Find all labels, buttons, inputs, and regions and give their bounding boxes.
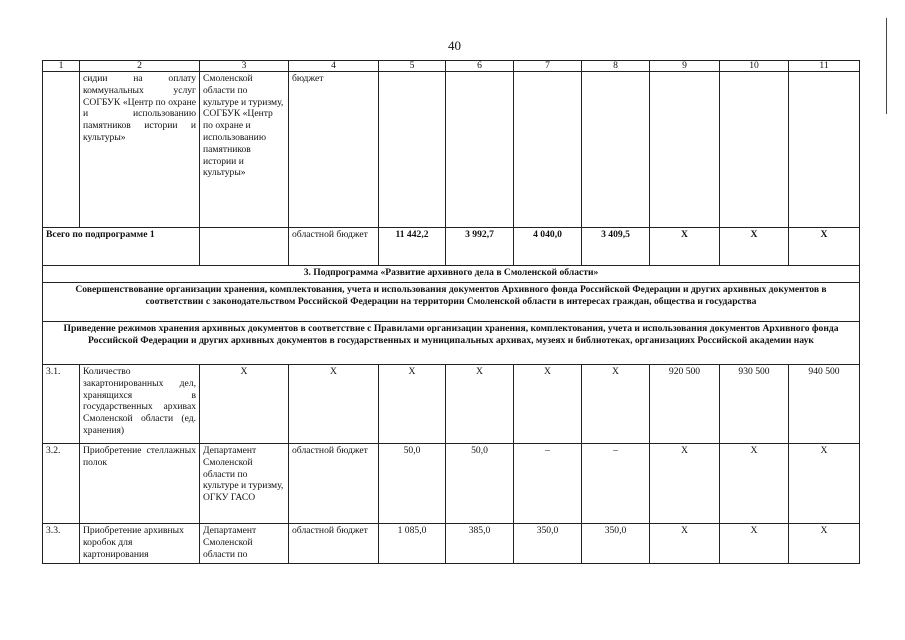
cell-value: 350,0 <box>514 524 582 564</box>
page-number: 40 <box>448 38 461 53</box>
cell-num: 3.1. <box>43 365 80 444</box>
cell-value <box>582 72 650 228</box>
cell-num: 3.2. <box>43 444 80 524</box>
cell-value: Х <box>650 524 720 564</box>
cell-value: Х <box>446 365 514 444</box>
col-num: 4 <box>289 61 379 72</box>
cell-value: 3 409,5 <box>582 228 650 266</box>
cell-value: Х <box>720 444 789 524</box>
cell-value: 350,0 <box>582 524 650 564</box>
col-num: 8 <box>582 61 650 72</box>
col-num: 10 <box>720 61 789 72</box>
col-num: 2 <box>80 61 200 72</box>
cell-value: 3 992,7 <box>446 228 514 266</box>
cell-value: 940 500 <box>789 365 860 444</box>
cell-value: – <box>582 444 650 524</box>
cell-source: бюджет <box>289 72 379 228</box>
cell-value: 1 085,0 <box>379 524 446 564</box>
cell-value <box>789 72 860 228</box>
col-num: 1 <box>43 61 80 72</box>
scan-edge-line <box>886 18 887 114</box>
cell-measure-name: Приобретение стеллажных полок <box>80 444 200 524</box>
cell-value: 930 500 <box>720 365 789 444</box>
subprogram-goal: Совершенствование организации хранения, комплектования, учета и использования документов Архивного фонда Российской Федерации и других архивных документов в соответствии с законодательством Российской Федерации на территории Смоленской области в интересах граждан, общества и государства <box>43 283 860 322</box>
cell-value: Х <box>720 524 789 564</box>
cell-source: областной бюджет <box>289 228 379 266</box>
cell-source: областной бюджет <box>289 444 379 524</box>
cell-value: 50,0 <box>379 444 446 524</box>
cell-executor <box>200 228 289 266</box>
cell-measure-name: Количество закартонированных дел, хранящихся в государственных архивах Смоленской области (ед. хранения) <box>80 365 200 444</box>
cell-measure-name: Приобретение архивных коробок для картонирования <box>80 524 200 564</box>
col-num: 6 <box>446 61 514 72</box>
cell-value <box>446 72 514 228</box>
cell-executor: Департамент Смоленской области по <box>200 524 289 564</box>
table-row <box>43 444 860 524</box>
cell-value: Х <box>582 365 650 444</box>
cell-value: Х <box>379 365 446 444</box>
cell-source: Х <box>289 365 379 444</box>
cell-value <box>379 72 446 228</box>
cell-num: 3.3. <box>43 524 80 564</box>
task-row <box>43 322 860 365</box>
section-title-row <box>43 266 860 283</box>
subprogram-title: 3. Подпрограмма «Развитие архивного дела в Смоленской области» <box>43 266 860 283</box>
cell-num <box>43 72 80 228</box>
cell-value: Х <box>789 228 860 266</box>
cell-value: 920 500 <box>650 365 720 444</box>
cell-value: Х <box>789 524 860 564</box>
table-row <box>43 72 860 228</box>
cell-executor: Департамент Смоленской области по культуре и туризму, ОГКУ ГАСО <box>200 444 289 524</box>
table-row <box>43 365 860 444</box>
goal-row <box>43 283 860 322</box>
program-table <box>42 60 860 564</box>
total-label: Всего по подпрограмме 1 <box>43 228 200 266</box>
column-number-row <box>43 61 860 72</box>
subprogram-task: Приведение режимов хранения архивных документов в соответствие с Правилами организации хранения, комплектования, учета и использования документов Архивного фонда Российской Федерации и других архивных документов в государственных и муниципальных архивах, музеях и библиотеках, организациях Российской академии наук <box>43 322 860 365</box>
cell-executor: Смоленской области по культуре и туризму, СОГБУК «Центр по охране и использованию памятников истории и культуры» <box>200 72 289 228</box>
col-num: 11 <box>789 61 860 72</box>
cell-value: 385,0 <box>446 524 514 564</box>
cell-value: – <box>514 444 582 524</box>
col-num: 5 <box>379 61 446 72</box>
cell-source: областной бюджет <box>289 524 379 564</box>
col-num: 3 <box>200 61 289 72</box>
cell-value: 11 442,2 <box>379 228 446 266</box>
table-row <box>43 524 860 564</box>
cell-value: Х <box>789 444 860 524</box>
cell-value <box>720 72 789 228</box>
total-row <box>43 228 860 266</box>
cell-measure-name: сидии на оплату коммунальных услуг СОГБУК «Центр по охране и использованию памятников истории и культуры» <box>80 72 200 228</box>
cell-value: Х <box>720 228 789 266</box>
cell-value: 4 040,0 <box>514 228 582 266</box>
cell-value: Х <box>650 444 720 524</box>
cell-executor: Х <box>200 365 289 444</box>
cell-value: 50,0 <box>446 444 514 524</box>
col-num: 9 <box>650 61 720 72</box>
col-num: 7 <box>514 61 582 72</box>
cell-value <box>650 72 720 228</box>
cell-value <box>514 72 582 228</box>
cell-value: Х <box>650 228 720 266</box>
cell-value: Х <box>514 365 582 444</box>
